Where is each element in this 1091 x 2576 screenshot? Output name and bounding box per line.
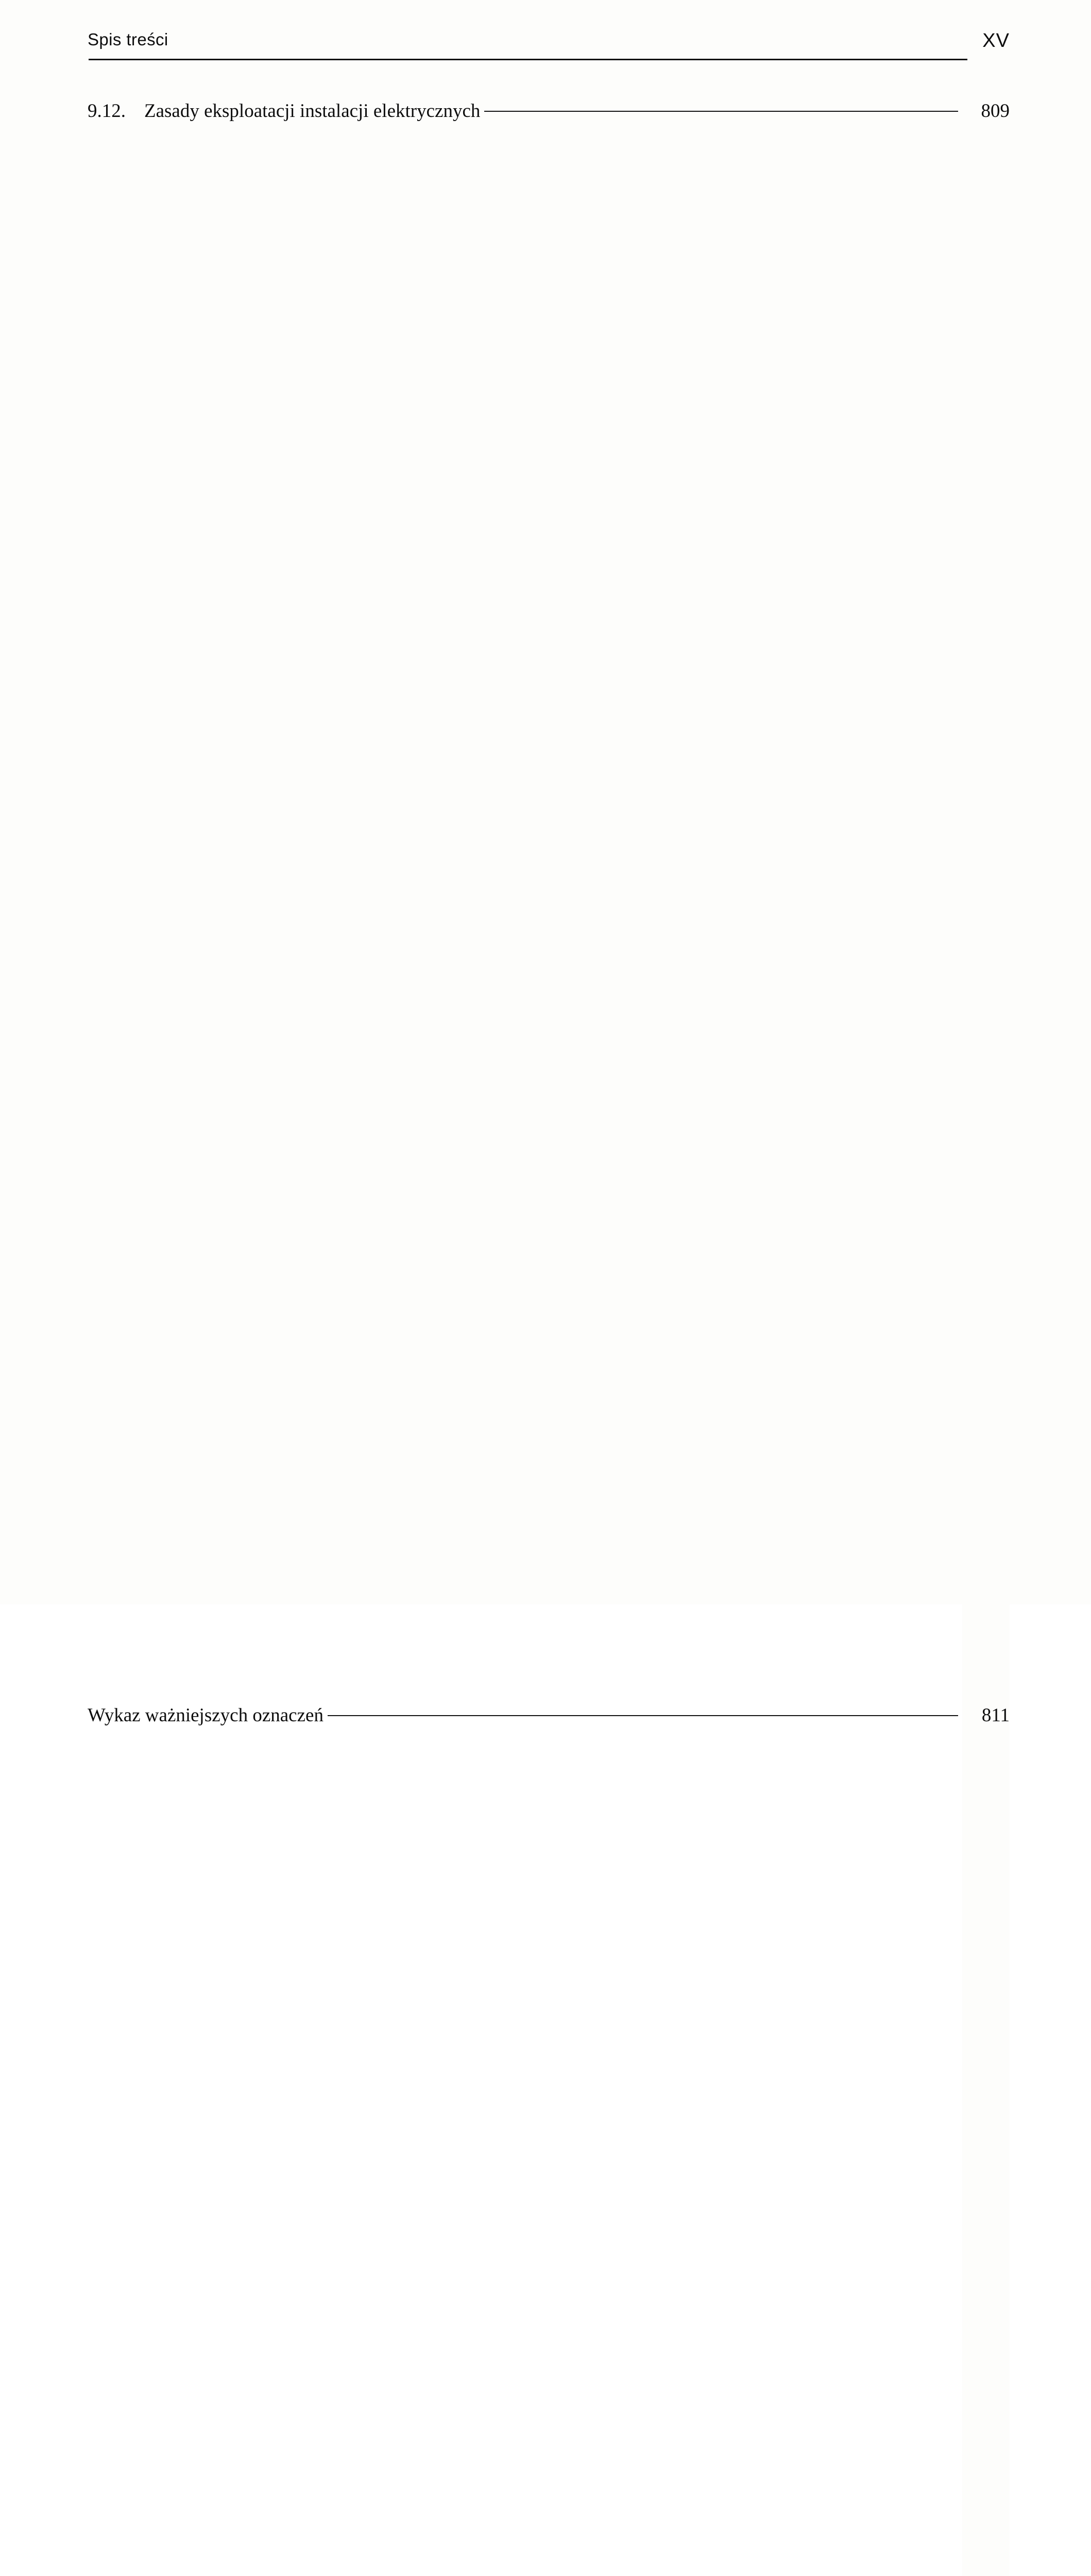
header-divider [89,59,967,60]
page-number: XV [982,30,1010,52]
running-head [88,30,1010,66]
toc-entry-page: 811 [962,1702,1010,2576]
leader-line [484,98,958,117]
toc-entry-number: 9.12. [88,100,126,122]
toc-entry[interactable] [88,98,1010,1702]
table-of-contents [88,98,1010,2576]
toc-entry-label: Zasady eksploatacji instalacji elektrycznych [144,100,481,122]
toc-entry[interactable] [88,1702,1010,2576]
leader-line [328,1702,958,1721]
running-head-title: Spis treści [88,30,168,49]
toc-entry-page: 809 [962,98,1010,1702]
toc-entry-label: Wykaz ważniejszych oznaczeń [88,1705,323,1726]
top-entries-group [88,98,1010,2576]
